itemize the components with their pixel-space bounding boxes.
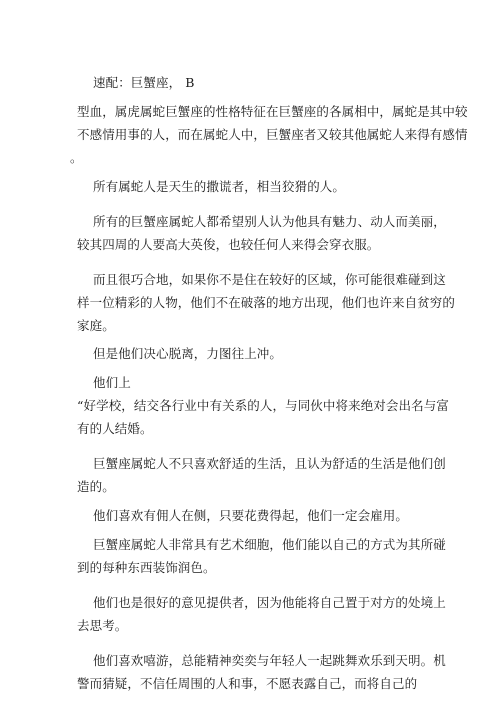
text-line-18: 巨蟹座属蛇人非常具有艺术细胞，他们能以自己的方式为其所碰 <box>93 537 446 552</box>
text-line-21: 去思考。 <box>77 618 128 633</box>
text-line-7: 较其四周的人要高大英俊，也较任何人来得会穿衣服。 <box>77 237 380 252</box>
text-line-6: 所有的巨蟹座属蛇人都希望别人认为他具有魅力、动人而美丽， <box>93 214 446 229</box>
text-line-9: 样一位精彩的人物，他们不在破落的地方出现，他们也许来自贫穷的 <box>77 295 456 310</box>
text-line-4: 。 <box>70 150 83 165</box>
text-line-16: 造的。 <box>77 479 115 494</box>
text-line-19: 到的每种东西装饰润色。 <box>77 560 216 575</box>
text-line-11: 但是他们决心脱离，力图往上冲。 <box>93 346 283 361</box>
text-line-17: 他们喜欢有佣人在侧，只要花费得起，他们一定会雇用。 <box>93 508 409 523</box>
text-line-12: 他们上 <box>93 375 131 390</box>
text-line-22: 他们喜欢嘻游，总能精神奕奕与年轻人一起跳舞欢乐到天明。机 <box>93 653 446 668</box>
text-line-1: 速配：巨蟹座， B <box>93 75 195 90</box>
text-line-14: 有的人结婚。 <box>77 421 153 436</box>
text-line-5: 所有属蛇人是天生的撒谎者，相当狡猾的人。 <box>93 179 346 194</box>
text-line-23: 警而猜疑，不信任周围的人和事，不愿表露自己，而将自己的 <box>77 676 418 691</box>
text-line-13: “好学校，结交各行业中有关系的人，与同伙中将来绝对会出名与富 <box>77 398 449 413</box>
text-line-8: 而且很巧合地，如果你不是住在较好的区域，你可能很难碰到这 <box>93 272 446 287</box>
text-line-2: 型血，属虎属蛇巨蟹座的性格特征在巨蟹座的各属相中，属蛇是其中较 <box>77 104 468 119</box>
text-line-3: 不感情用事的人，而在属蛇人中，巨蟹座者又较其他属蛇人来得有感情 <box>77 127 468 142</box>
text-line-10: 家庭。 <box>77 318 115 333</box>
text-line-15: 巨蟹座属蛇人不只喜欢舒适的生活，且认为舒适的生活是他们创 <box>93 456 446 471</box>
text-line-20: 他们也是很好的意见提供者，因为他能将自己置于对方的处境上 <box>93 595 446 610</box>
